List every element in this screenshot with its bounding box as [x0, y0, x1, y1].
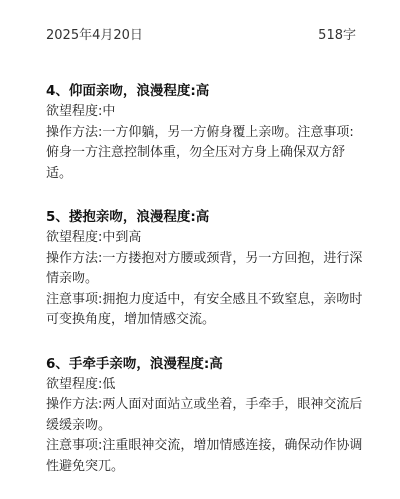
caution-text: 注意事项:注重眼神交流，增加情感连接，确保动作协调性避免突兀。	[46, 438, 363, 474]
desire-level: 欲望程度:中	[46, 104, 116, 119]
method-text: 操作方法:两人面对面站立或坐着，手牵手，眼神交流后缓缓亲吻。	[46, 397, 363, 433]
method-text: 操作方法:一方搂抱对方腰或颈背，另一方回抱，进行深情亲吻。	[46, 250, 363, 286]
section-face-up-kiss	[46, 80, 364, 184]
note-body	[46, 80, 364, 499]
word-count: 518字	[318, 28, 356, 43]
note-meta-bar	[46, 24, 356, 43]
desire-level: 欲望程度:低	[46, 376, 116, 392]
section-embrace-kiss	[46, 206, 364, 331]
section-title: 4、仰面亲吻，浪漫程度:高	[46, 83, 210, 99]
desire-level: 欲望程度:中到高	[46, 230, 142, 245]
caution-text: 注意事项:拥抱力度适中，有安全感且不致窒息，亲吻时可变换角度，增加情感交流。	[46, 291, 363, 327]
note-date: 2025年4月20日	[46, 28, 143, 43]
section-title: 5、搂抱亲吻，浪漫程度:高	[46, 209, 210, 225]
section-hand-holding-kiss	[46, 353, 364, 478]
section-title: 6、手牵手亲吻，浪漫程度:高	[46, 355, 223, 372]
method-text: 操作方法:一方仰躺，另一方俯身覆上亲吻。注意事项:俯身一方注意控制体重，勿全压对方身上确保双方舒适。	[46, 124, 354, 181]
